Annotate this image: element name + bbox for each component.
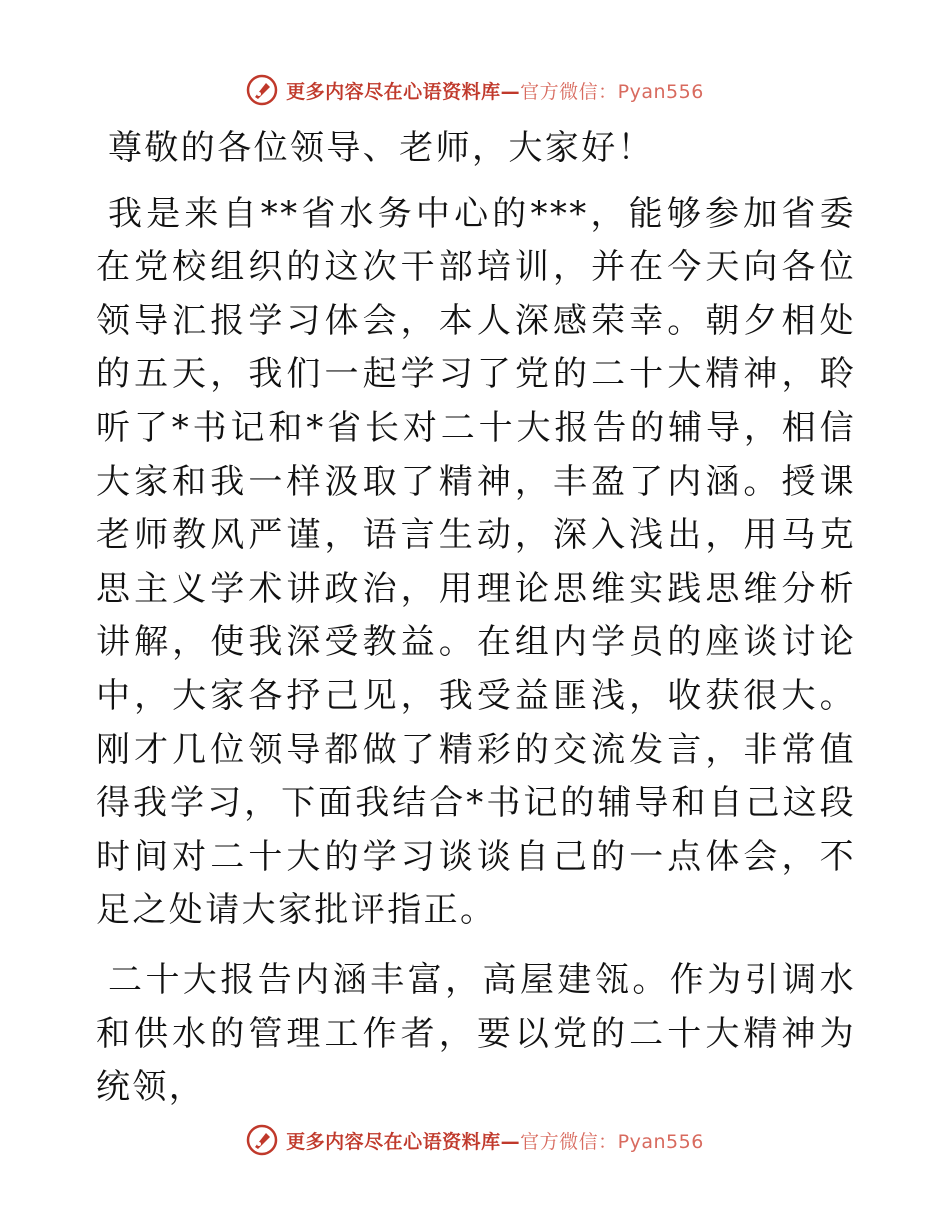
watermark-text: 更多内容尽在心语资料库—官方微信：Pyan556 bbox=[286, 1130, 704, 1153]
watermark-text: 更多内容尽在心语资料库—官方微信：Pyan556 bbox=[286, 80, 704, 103]
pen-nib-logo-icon bbox=[246, 74, 278, 106]
greeting: 尊敬的各位领导、老师，大家好！ bbox=[108, 128, 654, 168]
pen-nib-logo-icon bbox=[246, 1124, 278, 1156]
document-body bbox=[96, 122, 856, 1115]
footer-watermark bbox=[0, 1120, 950, 1160]
paragraph-1: 我是来自**省水务中心的***，能够参加省委在党校组织的这次干部培训，并在今天向各位领导汇报学习体会，本人深感荣幸。朝夕相处的五天，我们一起学习了党的二十大精神，聆听了*书记和*省长对二十大报告的辅导，相信大家和我一样汲取了精神，丰盈了内涵。授课老师教风严谨，语言生动，深入浅出，用马克思主义学术讲政治，用理论思维实践思维分析讲解，使我深受教益。在组内学员的座谈讨论中，大家各抒己见，我受益匪浅，收获很大。刚才几位领导都做了精彩的交流发言，非常值得我学习，下面我结合*书记的辅导和自己这段时间对二十大的学习谈谈自己的一点体会，不足之处请大家批评指正。 bbox=[96, 193, 856, 931]
header-watermark bbox=[0, 70, 950, 110]
paragraph-2: 二十大报告内涵丰富，高屋建瓴。作为引调水和供水的管理工作者，要以党的二十大精神为统领， bbox=[96, 959, 856, 1108]
